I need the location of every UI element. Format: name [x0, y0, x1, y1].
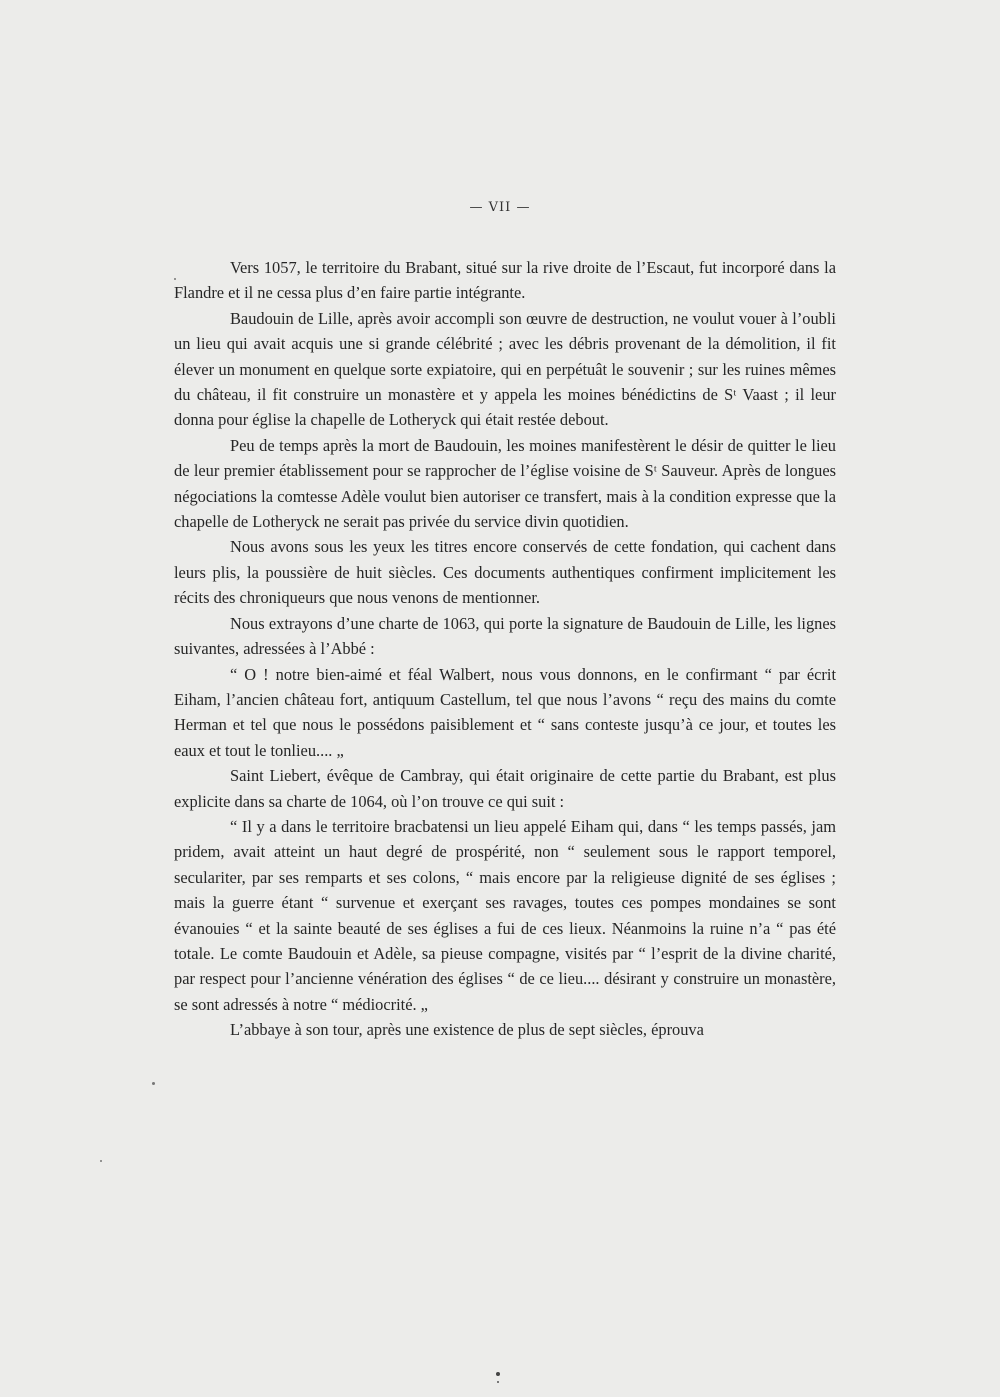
paper-speck — [100, 1160, 102, 1162]
paper-speck — [496, 1372, 500, 1376]
paragraph-baudouin-de-lille: Baudouin de Lille, après avoir accompli son œuvre de destruction, ne voulut vouer à l’oubli un lieu qui avait acquis une si grande célébrité ; avec les débris provenant de la démolition, il fit élever un monument en quelque sorte expiatoire, qui en perpétuât le souvenir ; sur les ruines mêmes du château, il fit construire un monastère et y appela les moines bénédictins de Sᵗ Vaast ; il leur donna pour église la chapelle de Lotheryck qui était restée debout. — [174, 308, 836, 430]
quote-charter-1063: “ O ! notre bien-aimé et féal Walbert, nous vous donnons, en le confirmant “ par écrit Eiham, l’ancien château fort, antiquum Castellum, tel que nous l’avons “ reçu des mains du comte Herman et tel que nous le possédons paisiblement et “ sans conteste jusqu’à ce jour, et toutes les eaux et tout le tonlieu.... „ — [174, 664, 836, 760]
paper-speck — [497, 1381, 499, 1383]
paper-speck — [152, 1082, 155, 1085]
paragraph-charter-1063-intro: Nous extrayons d’une charte de 1063, qui porte la signature de Baudouin de Lille, les lignes suivantes, adressées à l’Abbé : — [174, 613, 836, 659]
paper-speck — [174, 278, 176, 280]
paragraph-abbey-closing: L’abbaye à son tour, après une existence de plus de sept siècles, éprouva — [230, 1020, 704, 1040]
paragraph-foundation-titles: Nous avons sous les yeux les titres encore conservés de cette fondation, qui cachent dans leurs plis, la poussière de huit siècles. Ces documents authentiques confirment implicitement les récits des chroniqueurs que nous venons de mentionner. — [174, 537, 836, 608]
body-text — [174, 255, 836, 1043]
paragraph-saint-liebert: Saint Liebert, évêque de Cambray, qui était originaire de cette partie du Brabant, est plus explicite dans sa charte de 1064, où l’on trouve ce qui suit : — [174, 766, 836, 811]
paragraph-monks-transfer: Peu de temps après la mort de Baudouin, les moines manifestèrent le désir de quitter le lieu de leur premier établissement pour se rapprocher de l’église voisine de Sᵗ Sauveur. Après de longues négociations la comtesse Adèle voulut bien autoriser ce transfert, mais à la condition expresse que la chapelle de Lotheryck ne serait pas privée du service divin quotidien. — [174, 435, 836, 532]
quote-charter-1064: “ Il y a dans le territoire bracbatensi un lieu appelé Eiham qui, dans “ les temps passés, jam pridem, avait atteint un haut degré de prospérité, non “ seulement sous le rapport temporel, seculariter, par ses remparts et ses colons, “ mais encore par la religieuse dignité de ses églises ; mais la guerre étant “ survenue et exerçant ses ravages, toutes ces pompes mondaines se sont évanouies “ et la sainte beauté de ses églises a fui de ces lieux. Néanmoins la ruine n’a “ pas été totale. Le comte Baudouin et Adèle, sa pieuse compagne, visités par “ l’esprit de la divine charité, par respect pour l’ancienne vénération des églises “ de ce lieu.... désirant y construire un monastère, se sont adressés à notre “ médiocrité. „ — [174, 816, 836, 1014]
paragraph-brabant-1057: Vers 1057, le territoire du Brabant, situé sur la rive droite de l’Escaut, fut incorporé dans la Flandre et il ne cessa plus d’en faire partie intégrante. — [174, 258, 836, 303]
page-number-header: — VII — — [469, 200, 531, 215]
